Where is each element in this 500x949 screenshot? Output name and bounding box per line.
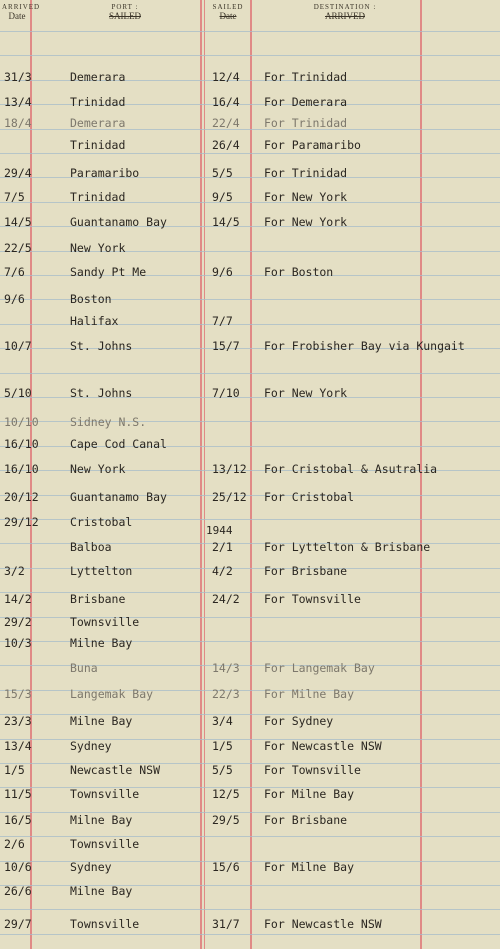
ledger-row [0,540,500,562]
sailed-date: 31/7 [212,917,240,931]
arrived-date: 31/3 [4,70,32,84]
port-name: Sydney [70,739,112,753]
port-name: Townsville [70,615,140,629]
sailed-date: 9/5 [212,190,233,204]
sailed-date: 26/4 [212,138,240,152]
destination: For Trinidad [264,70,348,84]
arrived-date: 15/3 [4,687,32,701]
arrived-date: 13/4 [4,739,32,753]
sailed-header-sub: Date [219,11,237,21]
ruled-line [0,373,500,374]
ledger-row [0,739,500,761]
port-name: Milne Bay [70,714,133,728]
arrived-header-sub: Date [8,11,26,21]
destination: For Boston [264,265,334,279]
sailed-date: 14/5 [212,215,240,229]
port-name: Demerara [70,116,126,130]
arrived-date: 10/7 [4,339,32,353]
arrived-date: 1/5 [4,763,25,777]
destination: For Lyttelton & Brisbane [264,540,431,554]
arrived-date: 29/7 [4,917,32,931]
ledger-row [0,190,500,212]
port-name: Trinidad [70,138,126,152]
port-name: Trinidad [70,95,126,109]
destination: For Trinidad [264,116,348,130]
ledger-row [0,490,500,512]
destination: For Townsville [264,763,361,777]
ruled-line [0,909,500,910]
sailed-header [208,3,248,21]
destination: For New York [264,386,348,400]
arrived-date: 18/4 [4,116,32,130]
arrived-header-label: ARRIVED [2,3,41,11]
destination: For New York [264,190,348,204]
destination: For Cristobal [264,490,355,504]
ledger-row [0,314,500,336]
port-name: Sydney [70,860,112,874]
destination: For Newcastle NSW [264,917,382,931]
port-name: Trinidad [70,190,126,204]
destination-header [295,3,395,21]
year-note: 1944 [206,524,233,537]
arrived-date: 7/6 [4,265,25,279]
port-name: Cristobal [70,515,133,529]
ledger-row [0,339,500,361]
arrived-date: 11/5 [4,787,32,801]
destination: For Sydney [264,714,334,728]
arrived-date: 9/6 [4,292,25,306]
sailed-date: 29/5 [212,813,240,827]
destination: For New York [264,215,348,229]
ledger-row [0,166,500,188]
arrived-date: 22/5 [4,241,32,255]
port-name: Milne Bay [70,636,133,650]
arrived-date: 14/2 [4,592,32,606]
ledger-row [0,95,500,117]
ledger-row [0,763,500,785]
ledger-row [0,813,500,835]
port-name: Milne Bay [70,884,133,898]
arrived-date: 10/3 [4,636,32,650]
arrived-date: 20/12 [4,490,39,504]
port-name: Townsville [70,787,140,801]
port-name: Brisbane [70,592,126,606]
ruled-line [0,31,500,32]
ruled-line [0,55,500,56]
destination: For Milne Bay [264,787,355,801]
arrived-date: 16/10 [4,437,39,451]
ledger-row [0,837,500,859]
ledger-row [0,138,500,160]
destination: For Frobisher Bay via Kungait [264,339,465,353]
sailed-date: 13/12 [212,462,247,476]
destination: For Cristobal & Asutralia [264,462,438,476]
ledger-row [0,714,500,736]
arrived-date: 26/6 [4,884,32,898]
port-name: St. Johns [70,339,133,353]
sailed-date: 5/5 [212,763,233,777]
destination: For Milne Bay [264,860,355,874]
sailed-date: 3/4 [212,714,233,728]
port-header-label: PORT : [111,3,139,11]
port-name: St. Johns [70,386,133,400]
port-name: Milne Bay [70,813,133,827]
ledger-row [0,265,500,287]
ledger-row [0,70,500,92]
ledger-row [0,860,500,882]
ledger-row [0,515,500,537]
arrived-header [2,3,41,21]
sailed-date: 15/6 [212,860,240,874]
sailed-header-label: SAILED [212,3,244,11]
sailed-date: 22/4 [212,116,240,130]
sailed-date: 1/5 [212,739,233,753]
port-name: Sandy Pt Me [70,265,147,279]
ledger-row [0,592,500,614]
sailed-date: 25/12 [212,490,247,504]
port-name: Paramaribo [70,166,140,180]
ledger-row [0,116,500,138]
arrived-date: 13/4 [4,95,32,109]
arrived-date: 5/10 [4,386,32,400]
port-header-sub: SAILED [109,11,141,21]
ledger-row [0,462,500,484]
port-name: Boston [70,292,112,306]
sailed-date: 12/5 [212,787,240,801]
ledger-row [0,615,500,637]
arrived-date: 16/10 [4,462,39,476]
ledger-row [0,636,500,658]
port-name: Balboa [70,540,112,554]
destination: For Milne Bay [264,687,355,701]
port-name: Guantanamo Bay [70,490,167,504]
port-header [80,3,170,21]
ledger-row [0,917,500,939]
sailed-date: 4/2 [212,564,233,578]
ledger-row [0,564,500,586]
destination-header-label: DESTINATION : [313,3,377,11]
arrived-date: 2/6 [4,837,25,851]
ledger-row [0,437,500,459]
arrived-date: 16/5 [4,813,32,827]
ledger-row [0,241,500,263]
sailed-date: 22/3 [212,687,240,701]
arrived-date: 10/6 [4,860,32,874]
sailed-date: 16/4 [212,95,240,109]
port-name: Buna [70,661,98,675]
destination: For Demerara [264,95,348,109]
ledger-row [0,661,500,683]
port-name: Sidney N.S. [70,415,147,429]
destination-header-sub: ARRIVED [325,11,365,21]
port-name: Langemak Bay [70,687,154,701]
destination: For Brisbane [264,564,348,578]
arrived-date: 23/3 [4,714,32,728]
ledger-row [0,415,500,437]
ledger-row [0,215,500,237]
ledger-row [0,292,500,314]
sailed-date: 12/4 [212,70,240,84]
arrived-date: 29/2 [4,615,32,629]
arrived-date: 7/5 [4,190,25,204]
ledger-row [0,884,500,906]
sailed-date: 2/1 [212,540,233,554]
sailed-date: 7/7 [212,314,233,328]
port-name: Townsville [70,837,140,851]
destination: For Paramaribo [264,138,361,152]
port-name: Cape Cod Canal [70,437,167,451]
ledger-row [0,386,500,408]
arrived-date: 29/4 [4,166,32,180]
destination: For Newcastle NSW [264,739,382,753]
ledger-row [0,787,500,809]
port-name: Townsville [70,917,140,931]
port-name: Newcastle NSW [70,763,161,777]
sailed-date: 9/6 [212,265,233,279]
destination: For Trinidad [264,166,348,180]
sailed-date: 5/5 [212,166,233,180]
destination: For Langemak Bay [264,661,375,675]
sailed-date: 7/10 [212,386,240,400]
arrived-date: 10/10 [4,415,39,429]
port-name: Lyttelton [70,564,133,578]
arrived-date: 14/5 [4,215,32,229]
arrived-date: 3/2 [4,564,25,578]
sailed-date: 24/2 [212,592,240,606]
port-name: Guantanamo Bay [70,215,167,229]
port-name: New York [70,462,126,476]
destination: For Townsville [264,592,361,606]
port-name: Halifax [70,314,119,328]
port-name: Demerara [70,70,126,84]
sailed-date: 14/3 [212,661,240,675]
ledger-row [0,687,500,709]
sailed-date: 15/7 [212,339,240,353]
destination: For Brisbane [264,813,348,827]
arrived-date: 29/12 [4,515,39,529]
port-name: New York [70,241,126,255]
